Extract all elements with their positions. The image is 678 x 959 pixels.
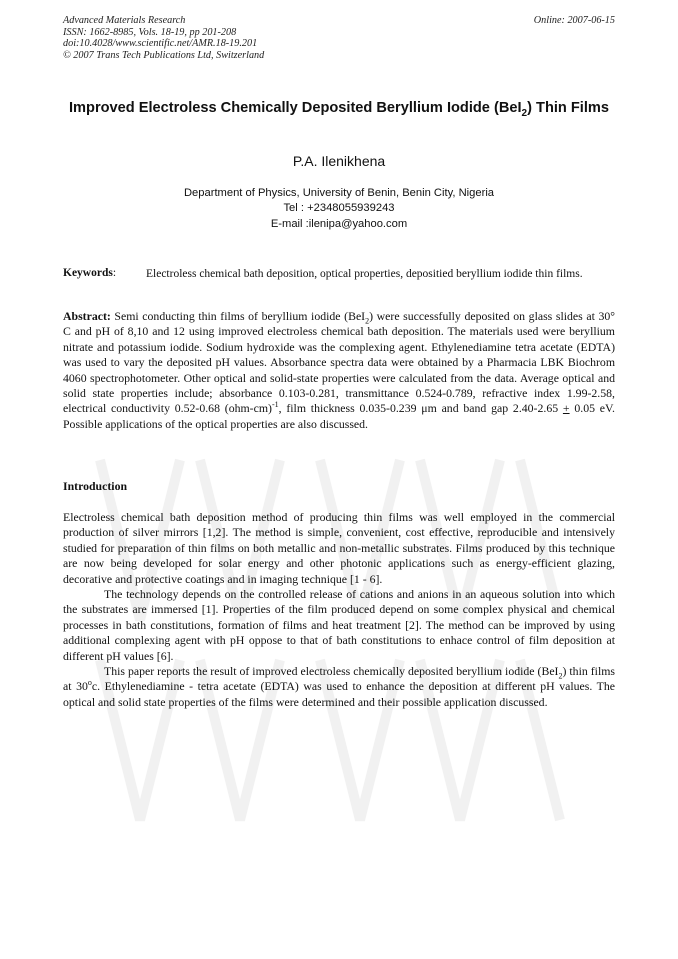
journal-header	[63, 15, 264, 61]
plus-minus-sign: +	[562, 401, 570, 416]
affiliation-tel: Tel : +2348055939243	[283, 202, 395, 215]
abstract-subscript: 2	[365, 316, 370, 326]
abstract-text-3: , film thickness 0.035-0.239 μm and band gap 2.40-2.65	[278, 401, 563, 416]
intro-p3-superscript: o	[87, 678, 92, 688]
intro-p3-text-2: ) thin films at 30	[63, 664, 615, 694]
introduction-body	[63, 510, 615, 710]
intro-p3-text-1: This paper reports the result of improved electroless chemically deposited beryllium iodide (BeI	[104, 664, 559, 679]
intro-paragraph-3	[63, 664, 615, 710]
intro-p3-subscript: 2	[558, 671, 563, 681]
intro-paragraph-1: Electroless chemical bath deposition method of producing thin films was well employed in the commercial production of silver mirrors [1,2]. The method is simple, convenient, cost effective, reproducible and intensively studied for preparation of thin films on both metallic and non-metallic substrates. Films produced by this technique are now being developed for solar energy and other photonic applications such as energy-efficient glazing, decorative and protective coatings and in imaging technique [1 - 6].	[63, 510, 615, 586]
keywords-label: Keywords	[63, 267, 113, 279]
abstract-text-4: 0.05 eV. Possible applications of the optical properties are also discussed.	[63, 401, 615, 431]
abstract-superscript: -1	[271, 400, 279, 410]
online-date: Online: 2007-06-15	[533, 15, 615, 26]
title-text-1: Improved Electroless Chemically Deposited Beryllium Iodide (BeI	[69, 100, 522, 116]
affiliation-email: E-mail :ilenipa@yahoo.com	[270, 217, 408, 230]
intro-paragraph-2: The technology depends on the controlled release of cations and anions in an aqueous solution into which the substrates are immersed [1]. Properties of the film produced depend on some complex physical and chemical processes in bath constitutions, formation of films and heat treatment [2]. The method can be improved by using additional complexing agent with pH oppose to that of bath constitutions to enhace control of film deposition at different pH values [6].	[63, 587, 615, 663]
author-name: P.A. Ilenikhena	[292, 153, 386, 169]
title-subscript: 2	[521, 107, 528, 119]
affiliation-dept: Department of Physics, University of Benin, Benin City, Nigeria	[183, 187, 495, 199]
paper-title	[63, 99, 615, 123]
keywords-text: Electroless chemical bath deposition, optical properties, depositied beryllium iodide thin films.	[146, 268, 583, 280]
journal-name: Advanced Materials Research	[63, 15, 186, 26]
affiliation	[63, 186, 615, 232]
journal-issn: ISSN: 1662-8985, Vols. 18-19, pp 201-208	[63, 26, 237, 38]
keywords-label-row	[63, 267, 116, 279]
intro-p3-text-3: c. Ethylenediamine - tetra acetate (EDTA) was used to enhance the deposition at different pH values. The optical and solid state properties of the films were determined and their possible application discussed.	[63, 679, 615, 709]
keywords-separator: :	[112, 267, 117, 279]
abstract-text-1: Semi conducting thin films of beryllium iodide (BeI	[110, 309, 366, 323]
journal-doi: doi:10.4028/www.scientific.net/AMR.18-19.201	[63, 38, 258, 50]
abstract-text-2: ) were successfully deposited on glass slides at 30° C and pH of 8,10 and 12 using improved electroless chemical bath deposition. The materials used were beryllium nitrate and potassium iodide. Sodium hydroxide was the complexing agent. Ethylenediamine tetra acetate (EDTA) was used to vary the deposited pH values. Absorbance spectra data were obtained by a Pharmacia LBK Biochrom 4060 spectrophotometer. Other optical and solid-state properties were calculated from the data. Average optical and solid state properties include; absorbance 0.103-0.281, transmittance 0.524-0.789, refractive index 1.99-2.58, electrical conductivity 0.52-0.68 (ohm-cm)	[63, 309, 615, 416]
title-text-2: ) Thin Films	[527, 100, 609, 116]
journal-copyright: © 2007 Trans Tech Publications Ltd, Switzerland	[63, 49, 265, 61]
section-heading-introduction: Introduction	[63, 479, 128, 493]
abstract	[63, 309, 615, 432]
abstract-label: Abstract:	[63, 309, 111, 323]
